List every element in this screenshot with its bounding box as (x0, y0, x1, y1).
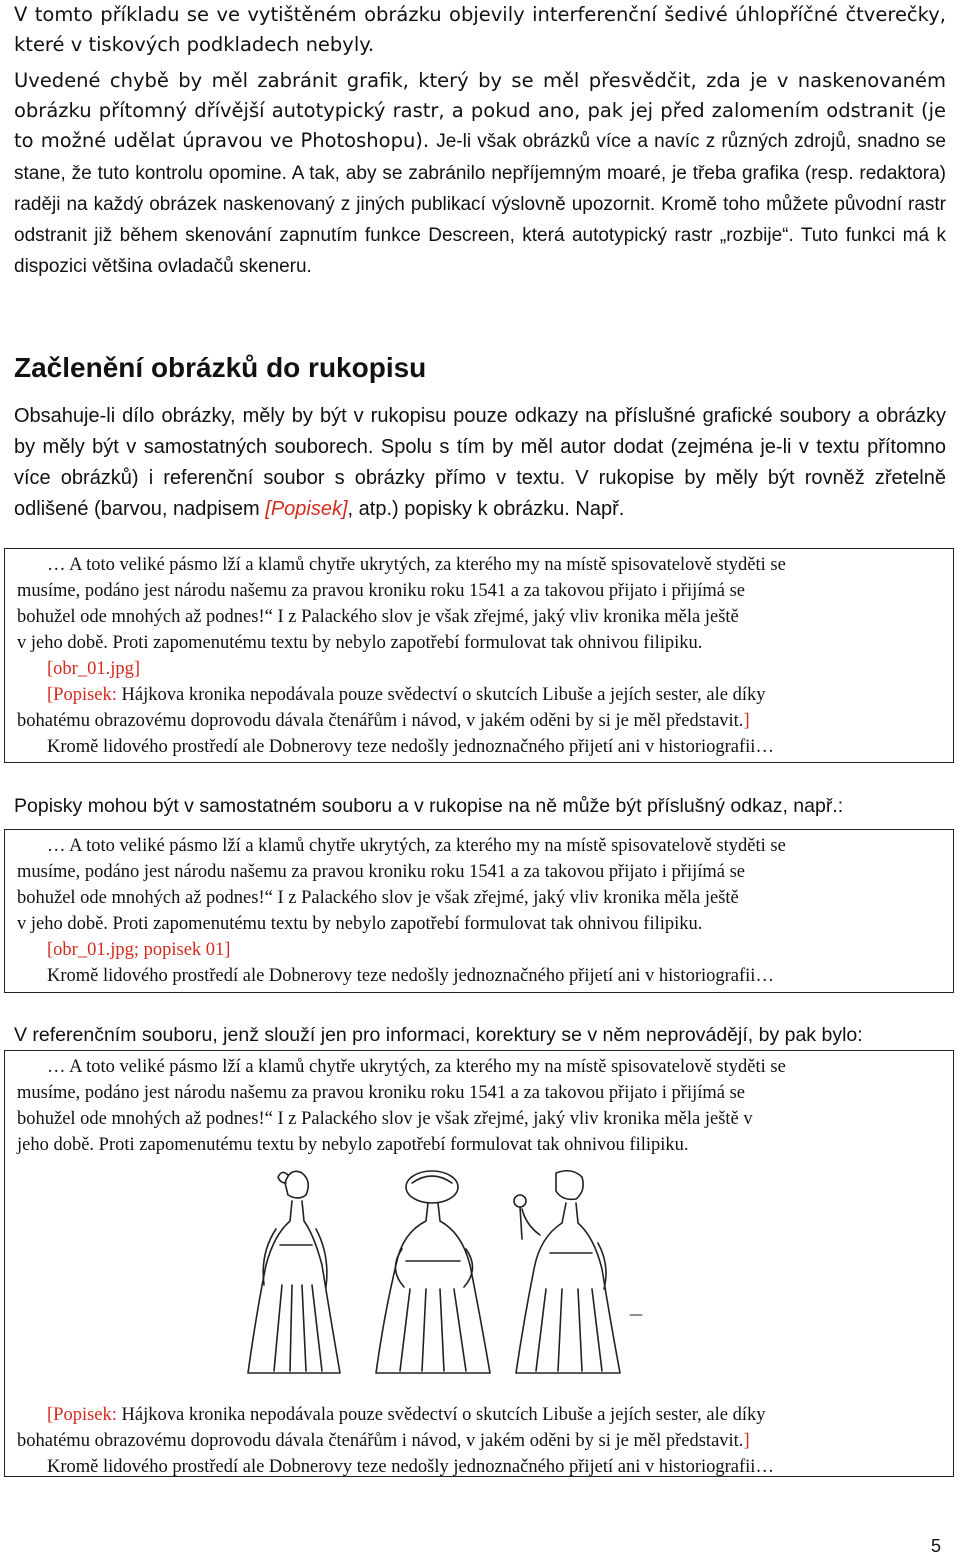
example-box-1 (4, 548, 954, 763)
box1-line: … A toto veliké pásmo lží a klamů chytře ukrytých, za kterého my na místě spisovatelově styděti se (47, 555, 786, 575)
box3-line: bohužel ode mnohých až podnes!“ I z Palackého slov je však zřejmé, jaký vliv kronika měla ještě v (17, 1109, 753, 1129)
image-reference: [obr_01.jpg] (47, 659, 140, 679)
woman-figure-left (248, 1171, 340, 1373)
box3-line: jeho době. Proti zapomenutému textu by nebylo zapotřebí formulovat tak ohnivou filipiku. (17, 1135, 689, 1155)
popisek-label: [Popisek: (47, 685, 117, 705)
popisek-close: ] (743, 1431, 750, 1451)
caption-text: bohatému obrazovému doprovodu dávala čtenářům i návod, v jakém oděni by si je měl představit. (17, 1431, 744, 1451)
box3-caption-start (17, 1402, 943, 1428)
intro-paragraph (14, 0, 946, 60)
moire-text-a: Uvedené chybě by měl zabránit grafik, který by se měl přesvědčit, zda je v naskenovaném obrázku přítomný dřívější autotypický rastr, a pokud ano, pak jej před zalomením odstranit (je to možné udělat úpravou ve Photoshopu). (14, 69, 946, 153)
box3-line: … A toto veliké pásmo lží a klamů chytře ukrytých, za kterého my na místě spisovatelově styděti se (47, 1057, 786, 1077)
caption-text: Hájkova kronika nepodávala pouze svědectví o skutcích Libuše a jejích sester, ale díky (116, 1405, 766, 1425)
page-number: 5 (931, 1536, 942, 1556)
box2-line: … A toto veliké pásmo lží a klamů chytře ukrytých, za kterého my na místě spisovatelově styděti se (47, 836, 786, 856)
box1-line: bohužel ode mnohých až podnes!“ I z Palackého slov je však zřejmé, jaký vliv kronika měla ještě (17, 607, 739, 627)
box2-line: bohužel ode mnohých až podnes!“ I z Palackého slov je však zřejmé, jaký vliv kronika měla ještě (17, 888, 739, 908)
section-paragraph (14, 401, 946, 525)
box1-line: v jeho době. Proti zapomenutému textu by nebylo zapotřebí formulovat tak ohnivou filipiku. (17, 633, 703, 653)
box1-line: musíme, podáno jest národu našemu za pravou kroniku roku 1541 a za takovou přijato i přijímá se (17, 581, 746, 601)
caption-note-2: V referenčním souboru, jenž slouží jen pro informaci, korektury se v něm neprovádějí, by pak bylo: (14, 1024, 863, 1046)
example-box-2 (4, 829, 954, 993)
section-text-after: , atp.) popisky k obrázku. Např. (347, 498, 625, 520)
section-text-before: Obsahuje-li dílo obrázky, měly by být v rukopisu pouze odkazy na příslušné grafické soubory a obrázky by měly být v samostatných souborech. Spolu s tím by měl autor dodat (zejména je-li v textu přítomno více obrázků) i referenční soubor s obrázky přímo v textu. V rukopise by měly být rovněž zřetelně odlišené (barvou, nadpisem (14, 405, 946, 520)
intro-text: V tomto příkladu se ve vytištěném obrázku objevily interferenční šedivé úhlopříčné čtverečky, které v tiskových podkladech nebyly. (14, 3, 946, 57)
image-reference: [obr_01.jpg; popisek 01] (47, 940, 231, 960)
moire-paragraph (14, 66, 946, 282)
woman-figure-center (376, 1171, 490, 1373)
box1-caption-start (17, 682, 943, 708)
box2-line: musíme, podáno jest národu našemu za pravou kroniku roku 1541 a za takovou přijato i přijímá se (17, 862, 746, 882)
box2-line: Kromě lidového prostředí ale Dobnerovy teze nedošly jednoznačného přijetí ani v historiografii… (47, 966, 774, 986)
caption-text: bohatému obrazovému doprovodu dávala čtenářům i návod, v jakém oděni by si je měl představit. (17, 711, 744, 731)
caption-text: Hájkova kronika nepodávala pouze svědectví o skutcích Libuše a jejích sester, ale díky (116, 685, 766, 705)
popisek-marker: [Popisek] (265, 498, 348, 520)
moire-text-b: Je-li však obrázků více a navíc z různých zdrojů, snadno se stane, že tuto kontrolu opomine. A tak, aby se zabránilo nepříjemným moaré, je třeba grafika (resp. redaktora) raději na každý obrázek naskenovaný z jiných publikací výslovně upozornit. Kromě toho můžete původní rastr odstranit již během skenování zapnutím funkce Descreen, která autotypický rastr „rozbije“. Tuto funkci má k dispozici většina ovladačů skeneru. (14, 131, 946, 278)
woman-figure-right (514, 1171, 620, 1373)
section-heading: Začlenění obrázků do rukopisu (14, 352, 427, 383)
box3-caption-end (17, 1428, 943, 1454)
box3-line: musíme, podáno jest národu našemu za pravou kroniku roku 1541 a za takovou přijato i přijímá se (17, 1083, 746, 1103)
box3-line: Kromě lidového prostředí ale Dobnerovy teze nedošly jednoznačného přijetí ani v historiografii… (47, 1457, 774, 1477)
box1-caption-end (17, 708, 943, 734)
box2-line: v jeho době. Proti zapomenutému textu by nebylo zapotřebí formulovat tak ohnivou filipiku. (17, 914, 703, 934)
popisek-label: [Popisek: (47, 1405, 117, 1425)
box1-line: Kromě lidového prostředí ale Dobnerovy teze nedošly jednoznačného přijetí ani v historiografii… (47, 737, 774, 757)
popisek-close: ] (743, 711, 750, 731)
caption-note-1: Popisky mohou být v samostatném souboru a v rukopise na ně může být příslušný odkaz, např.: (14, 795, 844, 817)
woodcut-illustration (190, 1165, 680, 1387)
